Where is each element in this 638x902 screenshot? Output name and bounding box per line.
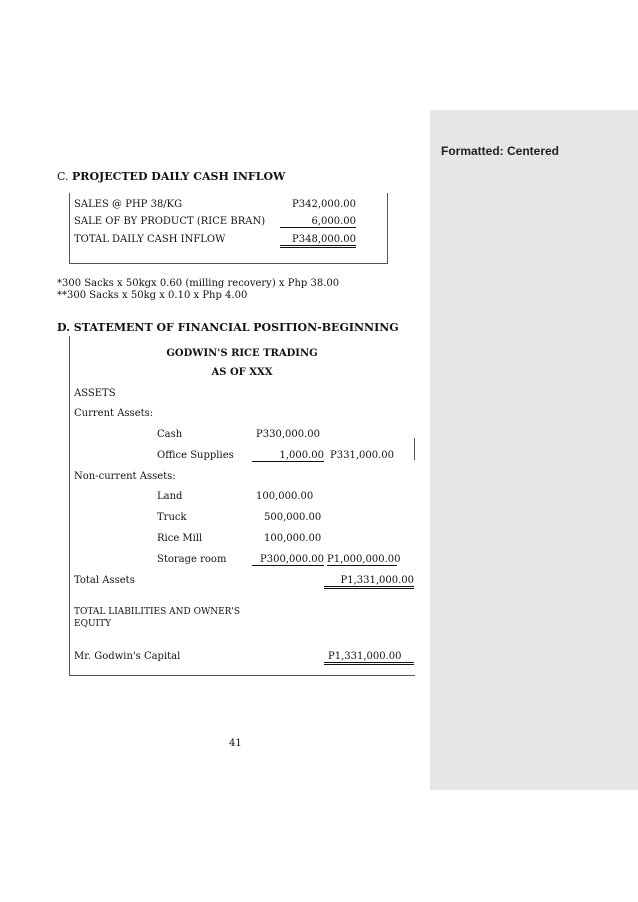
section-c-title: PROJECTED DAILY CASH INFLOW [72,170,286,183]
cash-row-value: P342,000.00 [292,199,356,210]
capital-value [324,651,414,665]
box-d-right-mark [414,438,415,460]
asset-label: Rice Mill [157,533,203,544]
section-c-heading [57,170,285,183]
asset-label: Storage room [157,554,227,565]
comment-pane [430,110,638,790]
section-d-title: D. STATEMENT OF FINANCIAL POSITION-BEGINNING [57,321,399,334]
footnote: **300 Sacks x 50kg x 0.10 x Php 4.00 [57,290,248,301]
noncurrent-assets-heading: Non-current Assets: [74,471,176,482]
noncurrent-assets-subtotal: P1,000,000.00 [327,554,401,565]
asset-label: Office Supplies [157,450,234,461]
capital-label: Mr. Godwin's Capital [74,651,181,662]
cash-row-label: SALES @ PHP 38/KG [74,199,183,210]
cash-row-label: TOTAL DAILY CASH INFLOW [74,234,226,245]
box-c-bottom-border [69,263,388,264]
asset-amount: 100,000.00 [256,491,314,502]
as-of-date: AS OF XXX [211,367,273,378]
cash-row-label: SALE OF BY PRODUCT (RICE BRAN) [74,216,266,227]
asset-amount: 500,000.00 [264,512,322,523]
assets-heading: ASSETS [74,388,116,399]
asset-label: Cash [157,429,183,440]
box-c-left-border [69,193,70,263]
cash-row-value: 6,000.00 [280,216,356,228]
capital-value-text: P1,331,000.00 [328,651,402,662]
footnote: *300 Sacks x 50kgx 0.60 (milling recovery) x Php 38.00 [57,278,340,289]
box-d-left-border [69,336,70,675]
asset-amount: 100,000.00 [264,533,322,544]
current-assets-heading: Current Assets: [74,408,154,419]
total-assets-label: Total Assets [74,575,135,586]
asset-amount: P330,000.00 [256,429,320,440]
box-d-bottom-border [69,675,415,676]
current-assets-subtotal: P331,000.00 [330,450,394,461]
company-name: GODWIN'S RICE TRADING [166,348,318,359]
liabilities-heading: TOTAL LIABILITIES AND OWNER'S [74,607,241,617]
section-c-letter: C. [57,170,69,183]
asset-label: Land [157,491,183,502]
cash-row-total: P348,000.00 [280,234,356,248]
asset-amount: P300,000.00 [252,554,324,566]
page-number: 41 [229,738,242,749]
box-c-right-border [387,193,388,263]
asset-amount: 1,000.00 [252,450,324,462]
comment-label[interactable]: Formatted: Centered [441,144,560,158]
liabilities-heading: EQUITY [74,619,112,629]
total-assets-value: P1,331,000.00 [324,575,414,589]
asset-label: Truck [157,512,187,523]
